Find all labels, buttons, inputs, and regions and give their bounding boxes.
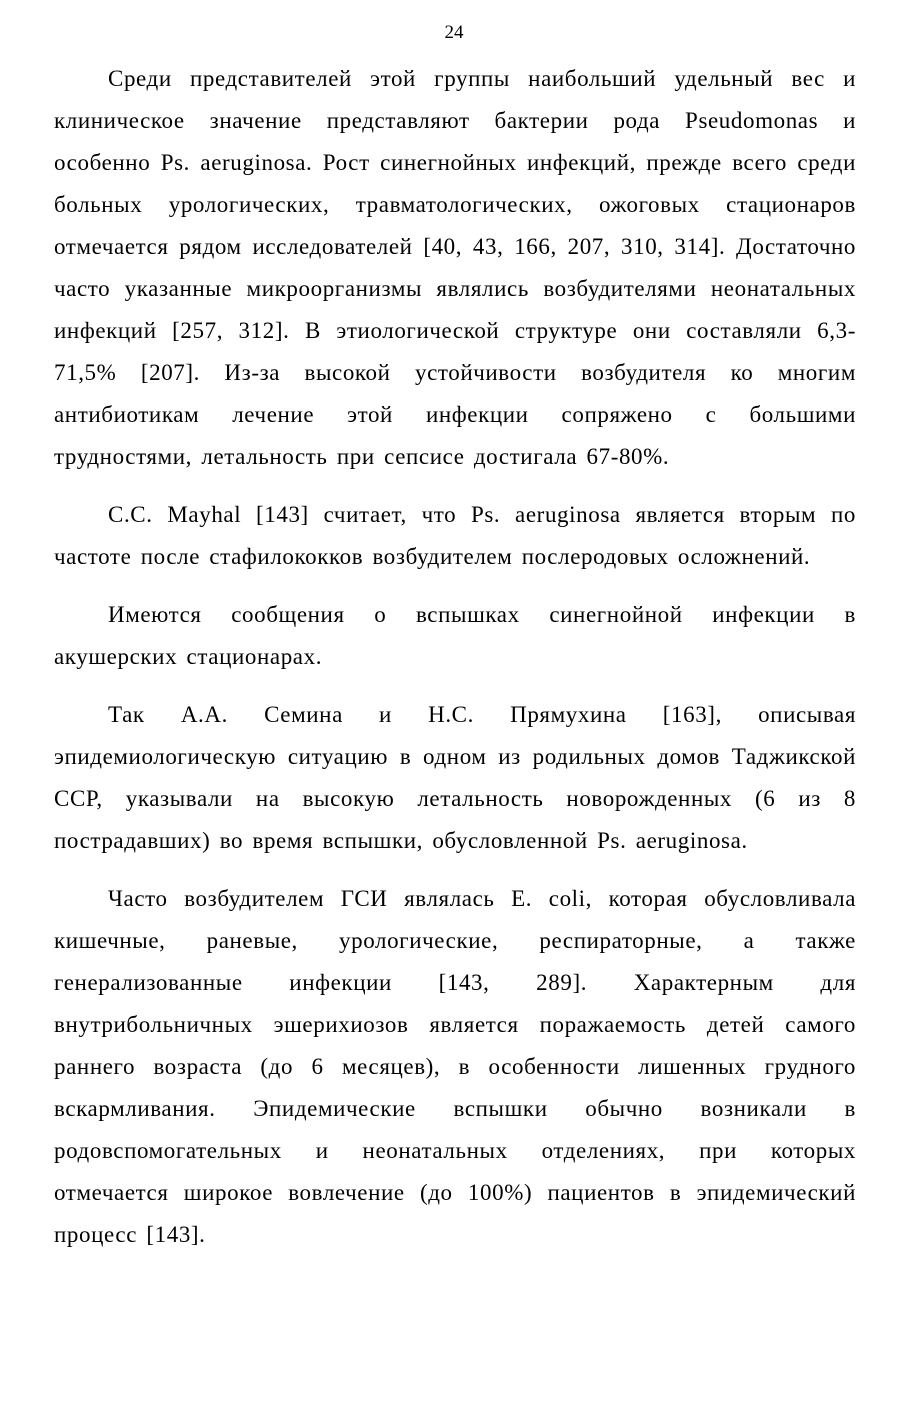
paragraph-pseudomonas: Среди представителей этой группы наибольший удельный вес и клиническое значение представляют бактерии рода Pseudomonas и особенно Ps. aeruginosa. Рост синегнойных инфекций, прежде всего среди больных урологических, травматологических, ожоговых стационаров отмечается рядом исследователей [40, 43, 166, 207, 310, 314]. Достаточно часто указанные микроорганизмы являлись возбудителями неонатальных инфекций [257, 312]. В этиологической структуре они составляли 6,3-71,5% [207]. Из-за высокой устойчивости возбудителя ко многим антибиотикам лечение этой инфекции сопряжено с большими трудностями, летальность при сепсисе достигала 67-80%.	[54, 66, 856, 469]
document-body	[54, 58, 856, 1272]
paragraph-ecoli: Часто возбудителем ГСИ являлась E. coli, которая обусловливала кишечные, раневые, урологические, респираторные, а также генерализованные инфекции [143, 289]. Характерным для внутрибольничных эшерихиозов является поражаемость детей самого раннего возраста (до 6 месяцев), в особенности лишенных грудного вскармливания. Эпидемические вспышки обычно возникали в родовспомогательных и неонатальных отделениях, при которых отмечается широкое вовлечение (до 100%) пациентов в эпидемический процесс [143].	[54, 886, 856, 1247]
paragraph-semina: Так А.А. Семина и Н.С. Прямухина [163], описывая эпидемиологическую ситуацию в одном из родильных домов Таджикской ССР, указывали на высокую летальность новорожденных (6 из 8 пострадавших) во время вспышки, обусловленной Ps. aeruginosa.	[54, 702, 856, 853]
paragraph-outbreaks: Имеются сообщения о вспышках синегнойной инфекции в акушерских стационарах.	[54, 602, 856, 669]
paragraph-mayhal: С.С. Mayhal [143] считает, что Ps. aeruginosa является вторым по частоте после стафилококков возбудителем послеродовых осложнений.	[54, 502, 856, 569]
page-number: 24	[444, 22, 464, 43]
